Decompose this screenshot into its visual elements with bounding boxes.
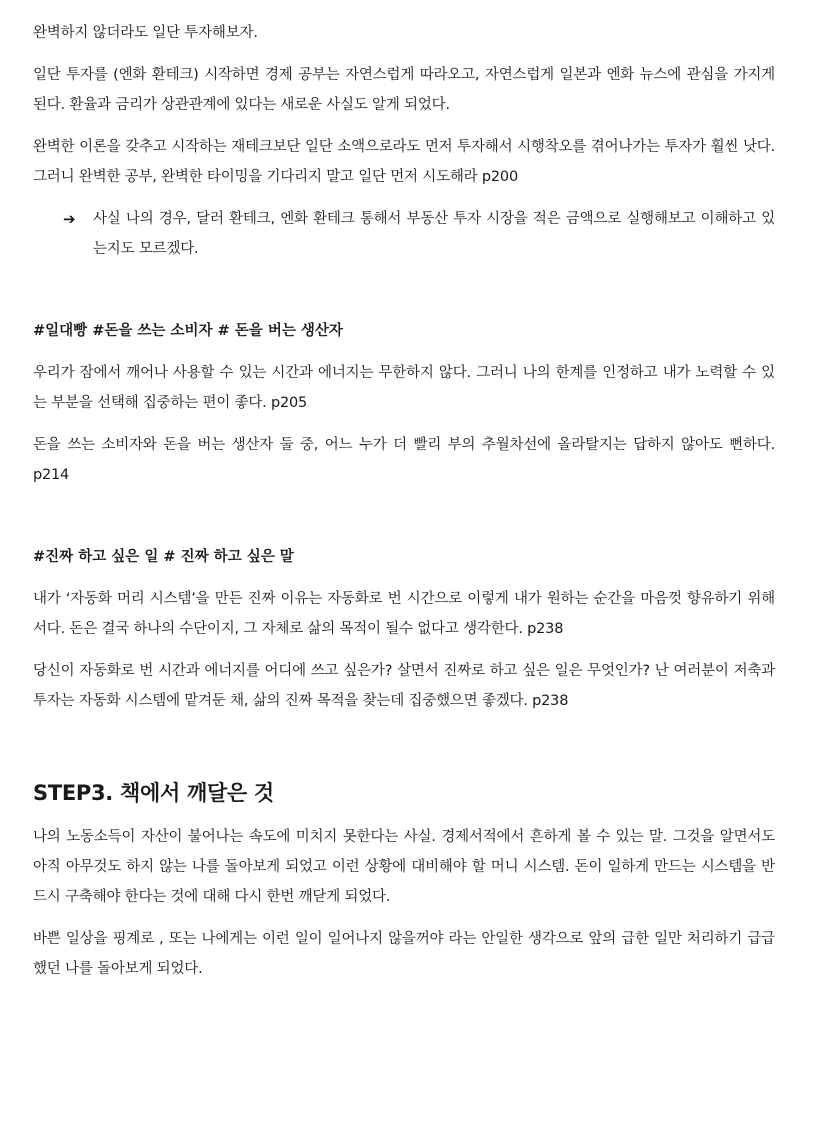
paragraph: 우리가 잠에서 깨어나 사용할 수 있는 시간과 에너지는 무한하지 않다. 그러니 나의 한계를 인정하고 내가 노력할 수 있는 부분을 선택해 집중하는 편이 좋다. p205 [33, 365, 775, 411]
paragraph: 내가 ‘자동화 머리 시스템’을 만든 진짜 이유는 자동화로 번 시간으로 이렇게 내가 원하는 순간을 마음껏 향유하기 위해서다. 돈은 결국 하나의 수단이지, 그 자체로 삶의 목적이 될수 없다고 생각한다. p238 [33, 591, 775, 637]
bullet-item [63, 204, 775, 264]
paragraph: 완벽하지 않더라도 일단 투자해보자. [33, 25, 258, 41]
arrow-right-icon: ➔ [63, 210, 76, 228]
paragraph: 나의 노동소득이 자산이 불어나는 속도에 미치지 못한다는 사실. 경제서적에서 흔하게 볼 수 있는 말. 그것을 알면서도 아직 아무것도 하지 않는 나를 돌아보게 되었고 이런 상황에 대비해야 할 머니 시스템. 돈이 일하게 만드는 시스템을 반드시 구축해야 한다는 것에 대해 다시 한번 깨닫게 되었다. [33, 829, 775, 905]
bullet-text: 사실 나의 경우, 달러 환테크, 엔화 환테크 통해서 부동산 투자 시장을 적은 금액으로 실행해보고 이해하고 있는지도 모르겠다. [93, 211, 775, 257]
paragraph: 돈을 쓰는 소비자와 돈을 버는 생산자 둘 중, 어느 누가 더 빨리 부의 추월차선에 올라탈지는 답하지 않아도 뻔하다. p214 [33, 437, 775, 483]
paragraph: 완벽한 이론을 갖추고 시작하는 재테크보단 일단 소액으로라도 먼저 투자해서 시행착오를 겪어나가는 투자가 훨씬 낫다. 그러니 완벽한 공부, 완벽한 타이밍을 기다리지 말고 일단 먼저 시도해라 p200 [33, 139, 775, 185]
step-title: STEP3. 책에서 깨달은 것 [33, 781, 274, 805]
paragraph: 일단 투자를 (엔화 환테크) 시작하면 경제 공부는 자연스럽게 따라오고, 자연스럽게 일본과 엔화 뉴스에 관심을 가지게 된다. 환율과 금리가 상관관계에 있다는 새로운 사실도 알게 되었다. [33, 67, 775, 113]
paragraph: 바쁜 일상을 핑계로 , 또는 나에게는 이런 일이 일어나지 않을꺼야 라는 안일한 생각으로 앞의 급한 일만 처리하기 급급했던 나를 돌아보게 되었다. [33, 931, 775, 977]
paragraph: 당신이 자동화로 번 시간과 에너지를 어디에 쓰고 싶은가? 살면서 진짜로 하고 싶은 일은 무엇인가? 난 여러분이 저축과 투자는 자동화 시스템에 맡겨둔 채, 삶의 진짜 목적을 찾는데 집중했으면 좋겠다. p238 [33, 663, 775, 709]
section-heading: #진짜 하고 싶은 일 # 진짜 하고 싶은 말 [33, 549, 294, 565]
document-page [33, 18, 775, 984]
section-heading: #일대빵 #돈을 쓰는 소비자 # 돈을 버는 생산자 [33, 323, 343, 339]
